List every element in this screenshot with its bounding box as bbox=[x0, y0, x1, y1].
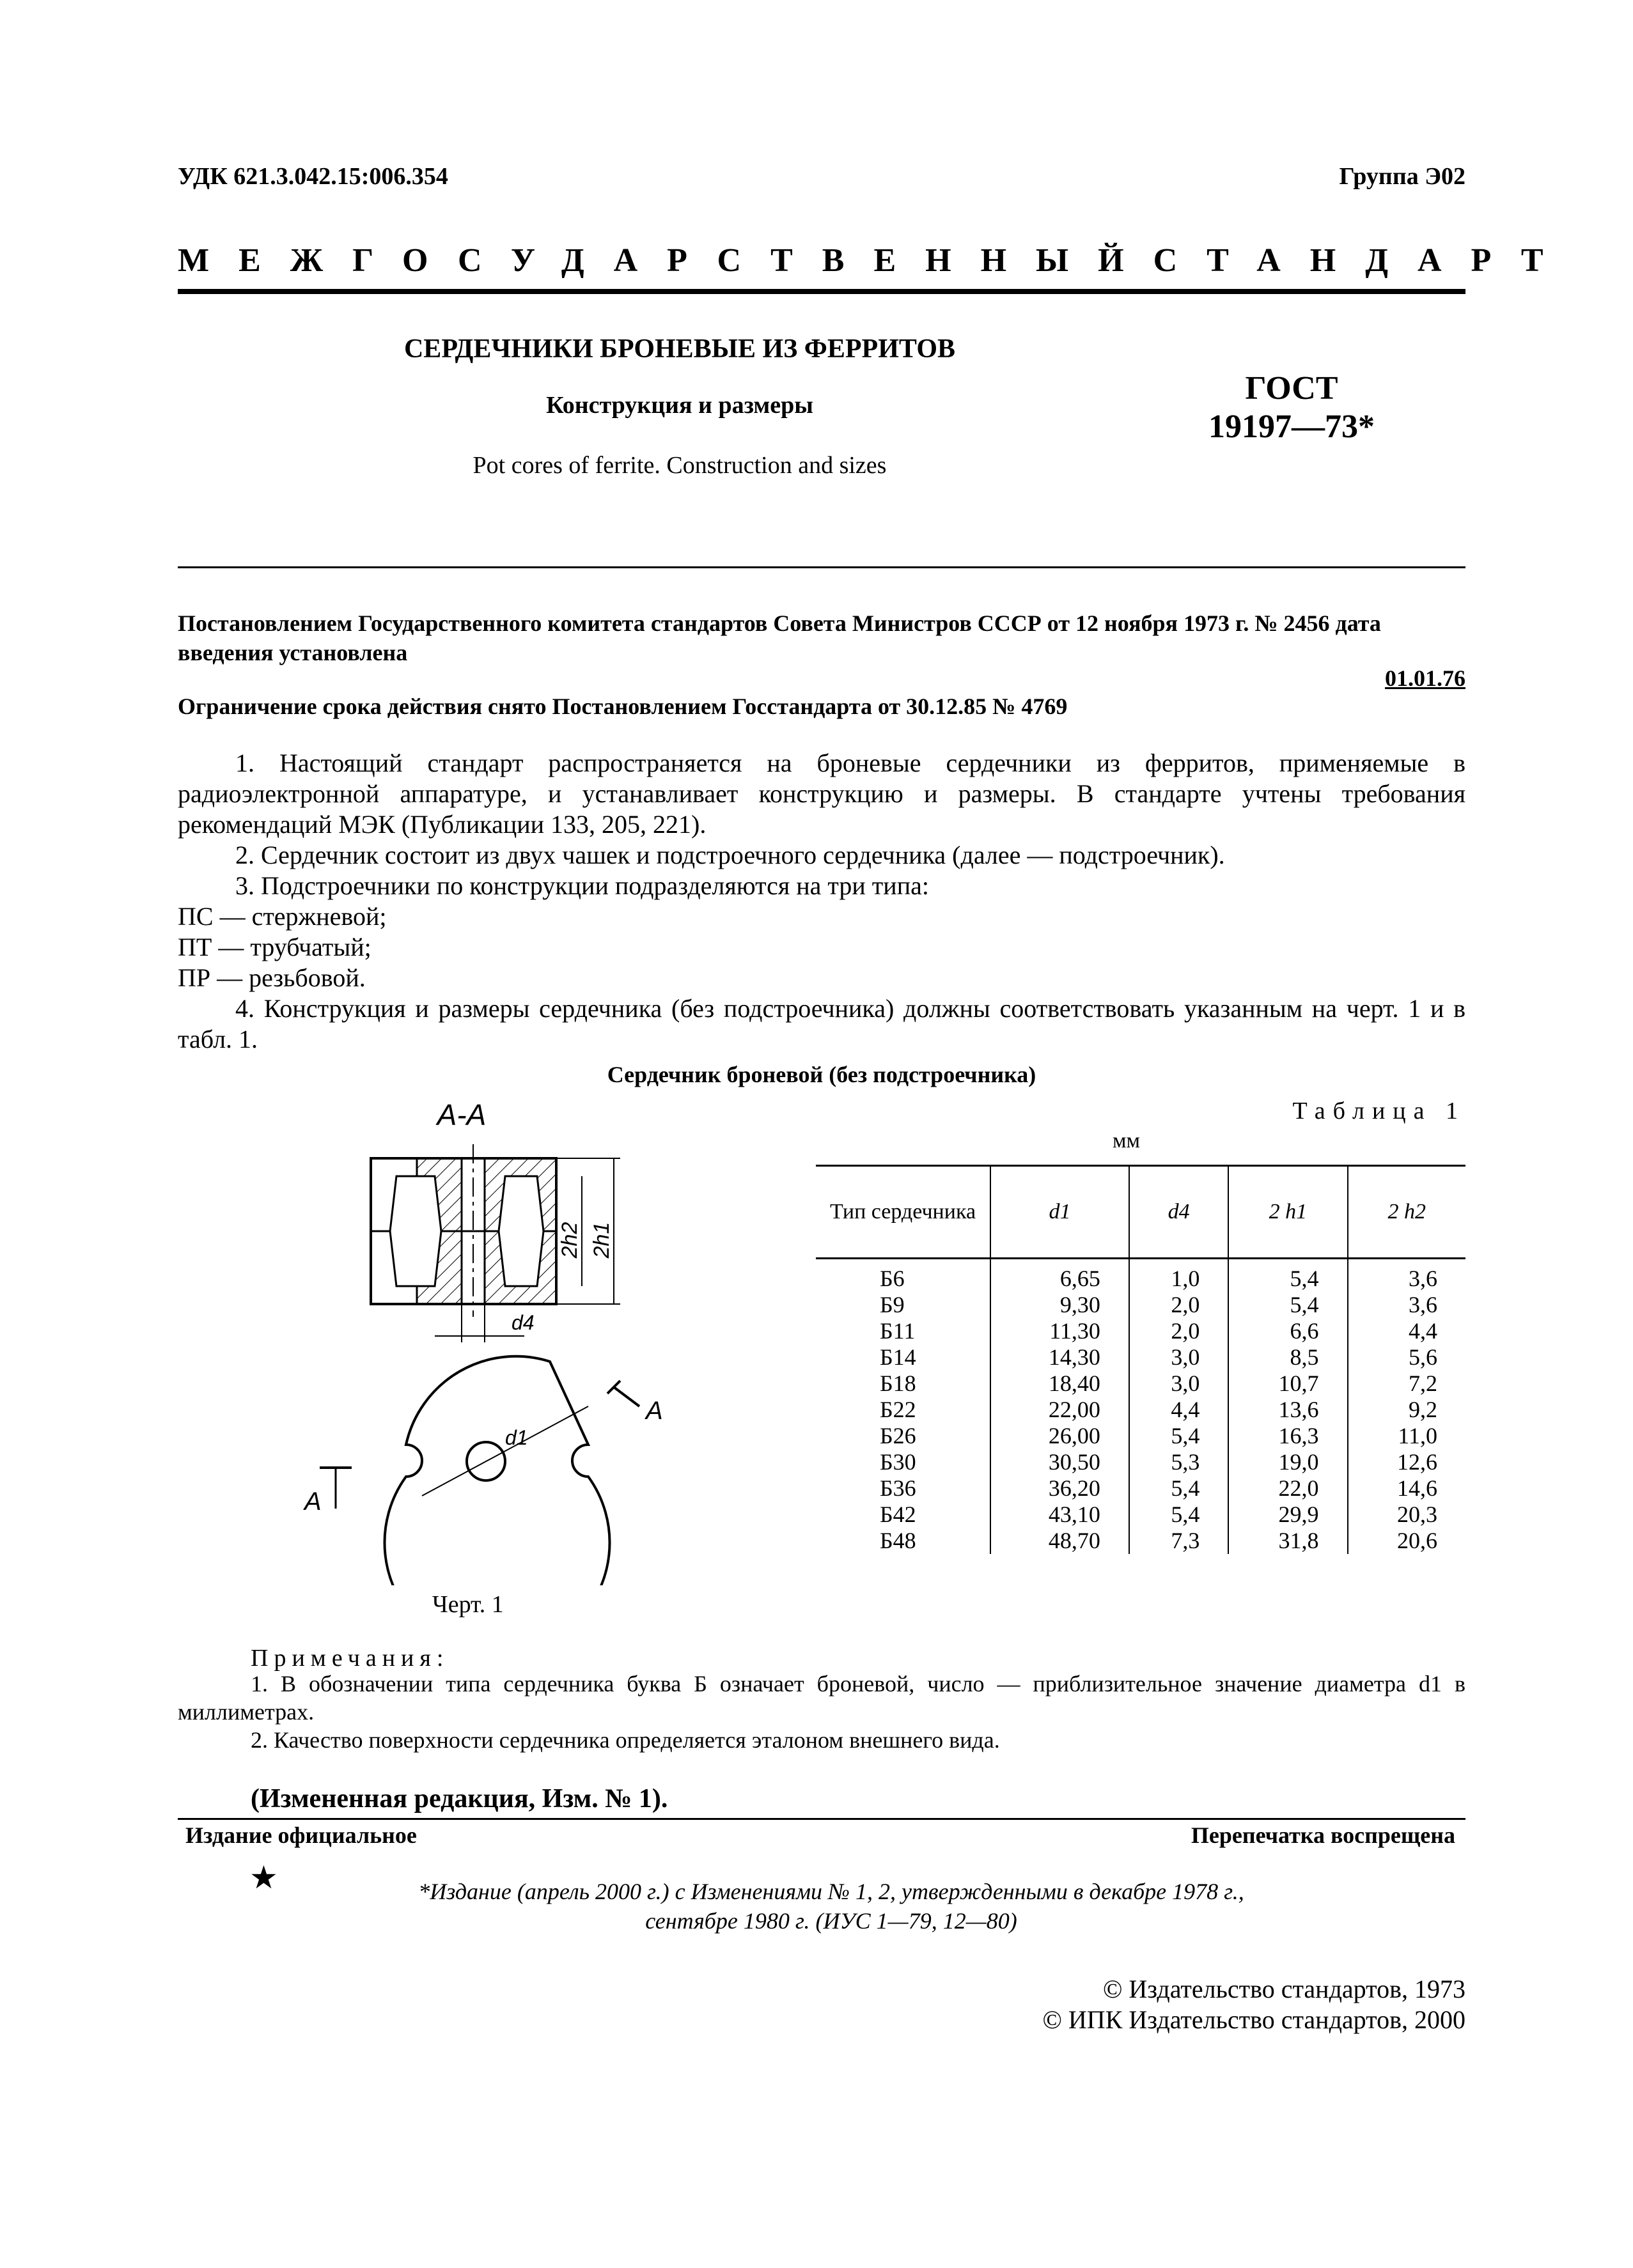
table-cell: 9,30 bbox=[990, 1292, 1129, 1318]
table-cell: 5,4 bbox=[1228, 1292, 1347, 1318]
table-cell: Б14 bbox=[880, 1344, 916, 1370]
paragraph-3: 3. Подстроечники по конструкции подразделяются на три типа: bbox=[235, 871, 929, 900]
table-row bbox=[816, 1423, 1465, 1449]
table-cell: 11,30 bbox=[990, 1318, 1129, 1344]
table-cell: 7,3 bbox=[1129, 1528, 1228, 1554]
cut-label-left: А bbox=[304, 1487, 322, 1516]
figure-caption: Сердечник броневой (без подстроечника) bbox=[607, 1062, 1036, 1087]
section-label: А-А bbox=[437, 1098, 487, 1131]
table-header-row bbox=[816, 1166, 1465, 1259]
table-cell: 5,4 bbox=[1129, 1423, 1228, 1449]
table-cell: 43,10 bbox=[990, 1502, 1129, 1528]
table-cell: 22,00 bbox=[990, 1397, 1129, 1423]
table-cell: 5,3 bbox=[1129, 1449, 1228, 1475]
table-cell: 5,4 bbox=[1228, 1259, 1347, 1293]
dim-2h1-label: 2h1 bbox=[590, 1222, 614, 1259]
gost-number-block bbox=[1157, 369, 1426, 446]
table-cell: 4,4 bbox=[1348, 1318, 1466, 1344]
pot-core-plan bbox=[385, 1356, 610, 1585]
dimensions-table bbox=[816, 1165, 1465, 1554]
table-cell: Б11 bbox=[880, 1318, 916, 1344]
banner-left: МЕЖГОСУДАРСТВЕННЫЙ bbox=[178, 242, 1153, 279]
table-cell: 26,00 bbox=[990, 1423, 1129, 1449]
table-cell: Б30 bbox=[880, 1449, 916, 1475]
table-row bbox=[816, 1371, 1465, 1397]
table-cell: 2,0 bbox=[1129, 1292, 1228, 1318]
dim-d4-label: d4 bbox=[512, 1311, 535, 1334]
table-cell: 12,6 bbox=[1348, 1449, 1466, 1475]
udk-code: УДК 621.3.042.15:006.354 bbox=[178, 163, 448, 190]
table-cell: 22,0 bbox=[1228, 1475, 1347, 1502]
copyright-1973: © Издательство стандартов, 1973 bbox=[1102, 1975, 1465, 2003]
star-icon: ★ bbox=[249, 1860, 278, 1895]
table-row bbox=[816, 1449, 1465, 1475]
table-cell: 16,3 bbox=[1228, 1423, 1347, 1449]
col-d4: d4 bbox=[1129, 1166, 1228, 1259]
winding-window-right bbox=[499, 1176, 543, 1286]
table-cell: 5,4 bbox=[1129, 1502, 1228, 1528]
table-cell: 3,6 bbox=[1348, 1259, 1466, 1293]
table-cell: 13,6 bbox=[1228, 1397, 1347, 1423]
doc-subtitle: Конструкция и размеры bbox=[546, 392, 813, 419]
table-cell: 9,2 bbox=[1348, 1397, 1466, 1423]
table-cell: 48,70 bbox=[990, 1528, 1129, 1554]
table-cell: 8,5 bbox=[1228, 1344, 1347, 1371]
pot-core-drawing bbox=[281, 1087, 729, 1585]
note-1: 1. В обозначении типа сердечника буква Б означает броневой, число — приблизительное значение диаметра d1 в миллиметрах. bbox=[178, 1671, 1465, 1725]
decree-text: Постановлением Государственного комитета стандартов Совета Министров СССР от 12 ноября 1973 г. № 2456 дата введения установлена bbox=[178, 610, 1381, 665]
table-cell: 29,9 bbox=[1228, 1502, 1347, 1528]
type-pr: ПР — резьбовой. bbox=[178, 963, 366, 992]
table-cell: 14,30 bbox=[990, 1344, 1129, 1371]
banner-right: СТАНДАРТ bbox=[1153, 242, 1573, 279]
title-rule bbox=[178, 566, 1465, 568]
edition-note bbox=[352, 1877, 1311, 1936]
table-cell: 3,0 bbox=[1129, 1344, 1228, 1371]
doc-english-title: Pot cores of ferrite. Construction and sizes bbox=[473, 452, 887, 479]
table-cell: 5,4 bbox=[1129, 1475, 1228, 1502]
table-cell: 11,0 bbox=[1348, 1423, 1466, 1449]
table-cell: 5,6 bbox=[1348, 1344, 1466, 1371]
table-cell: 18,40 bbox=[990, 1371, 1129, 1397]
table-caption: Таблица 1 bbox=[1292, 1098, 1465, 1124]
edition-line-2: сентябре 1980 г. (ИУС 1—79, 12—80) bbox=[645, 1908, 1017, 1934]
limit-removed: Ограничение срока действия снято Постановлением Госстандарта от 30.12.85 № 4769 bbox=[178, 694, 1068, 719]
table-cell: Б42 bbox=[880, 1502, 916, 1527]
table-cell: 20,6 bbox=[1348, 1528, 1466, 1554]
paragraph-2: 2. Сердечник состоит из двух чашек и подстроечного сердечника (далее — подстроечник). bbox=[235, 841, 1225, 869]
table-row bbox=[816, 1502, 1465, 1528]
table-row bbox=[816, 1318, 1465, 1344]
official-edition: Издание официальное bbox=[185, 1822, 417, 1848]
table-cell: 6,65 bbox=[990, 1259, 1129, 1293]
table-row bbox=[816, 1292, 1465, 1318]
dim-d1-label: d1 bbox=[505, 1426, 528, 1449]
table-cell: 3,6 bbox=[1348, 1292, 1466, 1318]
edition-line-1: *Издание (апрель 2000 г.) с Изменениями № 1, 2, утвержденными в декабре 1978 г., bbox=[418, 1879, 1244, 1904]
type-ps: ПС — стержневой; bbox=[178, 902, 387, 931]
table-cell: 14,6 bbox=[1348, 1475, 1466, 1502]
copyright-2000: © ИПК Издательство стандартов, 2000 bbox=[1042, 2005, 1465, 2034]
table-body bbox=[816, 1259, 1465, 1555]
col-d1: d1 bbox=[990, 1166, 1129, 1259]
winding-window-left bbox=[390, 1176, 441, 1286]
table-cell: Б18 bbox=[880, 1371, 916, 1396]
changed-edition: (Измененная редакция, Изм. № 1). bbox=[251, 1784, 668, 1814]
dim-2h2-label: 2h2 bbox=[558, 1222, 582, 1259]
gost-number: 19197—73* bbox=[1208, 408, 1375, 445]
col-2h1: 2 h1 bbox=[1228, 1166, 1347, 1259]
drawing-label: Черт. 1 bbox=[432, 1591, 504, 1618]
table-cell: Б6 bbox=[880, 1266, 905, 1291]
group-code: Группа Э02 bbox=[1339, 163, 1465, 190]
table-cell: 19,0 bbox=[1228, 1449, 1347, 1475]
table-cell: 30,50 bbox=[990, 1449, 1129, 1475]
table-row bbox=[816, 1528, 1465, 1554]
doc-title: СЕРДЕЧНИКИ БРОНЕВЫЕ ИЗ ФЕРРИТОВ bbox=[403, 334, 956, 364]
table-cell: 20,3 bbox=[1348, 1502, 1466, 1528]
table-cell: 31,8 bbox=[1228, 1528, 1347, 1554]
effective-date: 01.01.76 bbox=[1385, 665, 1465, 691]
table-cell: Б36 bbox=[880, 1475, 916, 1501]
table-row bbox=[816, 1259, 1465, 1293]
paragraph-1: 1. Настоящий стандарт распространяется на броневые сердечники из ферритов, применяемые в радиоэлектронной аппаратуре, и устанавливает конструкцию и размеры. В стандарте учтены требования рекомендаций МЭК (Публикации 133, 205, 221). bbox=[178, 749, 1465, 839]
table-cell: Б9 bbox=[880, 1292, 905, 1317]
col-type: Тип сердечника bbox=[816, 1166, 990, 1259]
table-cell: 36,20 bbox=[990, 1475, 1129, 1502]
table-cell: 10,7 bbox=[1228, 1371, 1347, 1397]
table-row bbox=[816, 1344, 1465, 1371]
col-2h2: 2 h2 bbox=[1348, 1166, 1466, 1259]
table-row bbox=[816, 1397, 1465, 1423]
type-pt: ПТ — трубчатый; bbox=[178, 933, 371, 961]
table-cell: Б22 bbox=[880, 1397, 916, 1422]
table-cell: Б26 bbox=[880, 1423, 916, 1449]
table-row bbox=[816, 1475, 1465, 1502]
table-cell: 4,4 bbox=[1129, 1397, 1228, 1423]
dim-d1-line bbox=[422, 1406, 588, 1496]
note-2: 2. Качество поверхности сердечника определяется эталоном внешнего вида. bbox=[251, 1727, 1000, 1753]
table-cell: 6,6 bbox=[1228, 1318, 1347, 1344]
paragraph-4: 4. Конструкция и размеры сердечника (без подстроечника) должны соответствовать указанным на черт. 1 и в табл. 1. bbox=[178, 994, 1465, 1053]
gost-label: ГОСТ bbox=[1245, 370, 1338, 407]
notes-heading: Примечания: bbox=[251, 1645, 449, 1672]
footer-rule bbox=[178, 1818, 1465, 1820]
table-cell: 2,0 bbox=[1129, 1318, 1228, 1344]
reprint-forbidden: Перепечатка воспрещена bbox=[1191, 1822, 1455, 1848]
table-unit: мм bbox=[1113, 1129, 1141, 1153]
cut-label-right: А bbox=[646, 1397, 663, 1425]
header-rule bbox=[178, 289, 1465, 294]
table-cell: Б48 bbox=[880, 1528, 916, 1553]
table-cell: 7,2 bbox=[1348, 1371, 1466, 1397]
table-cell: 1,0 bbox=[1129, 1259, 1228, 1293]
table-cell: 3,0 bbox=[1129, 1371, 1228, 1397]
standard-banner bbox=[178, 242, 1573, 279]
